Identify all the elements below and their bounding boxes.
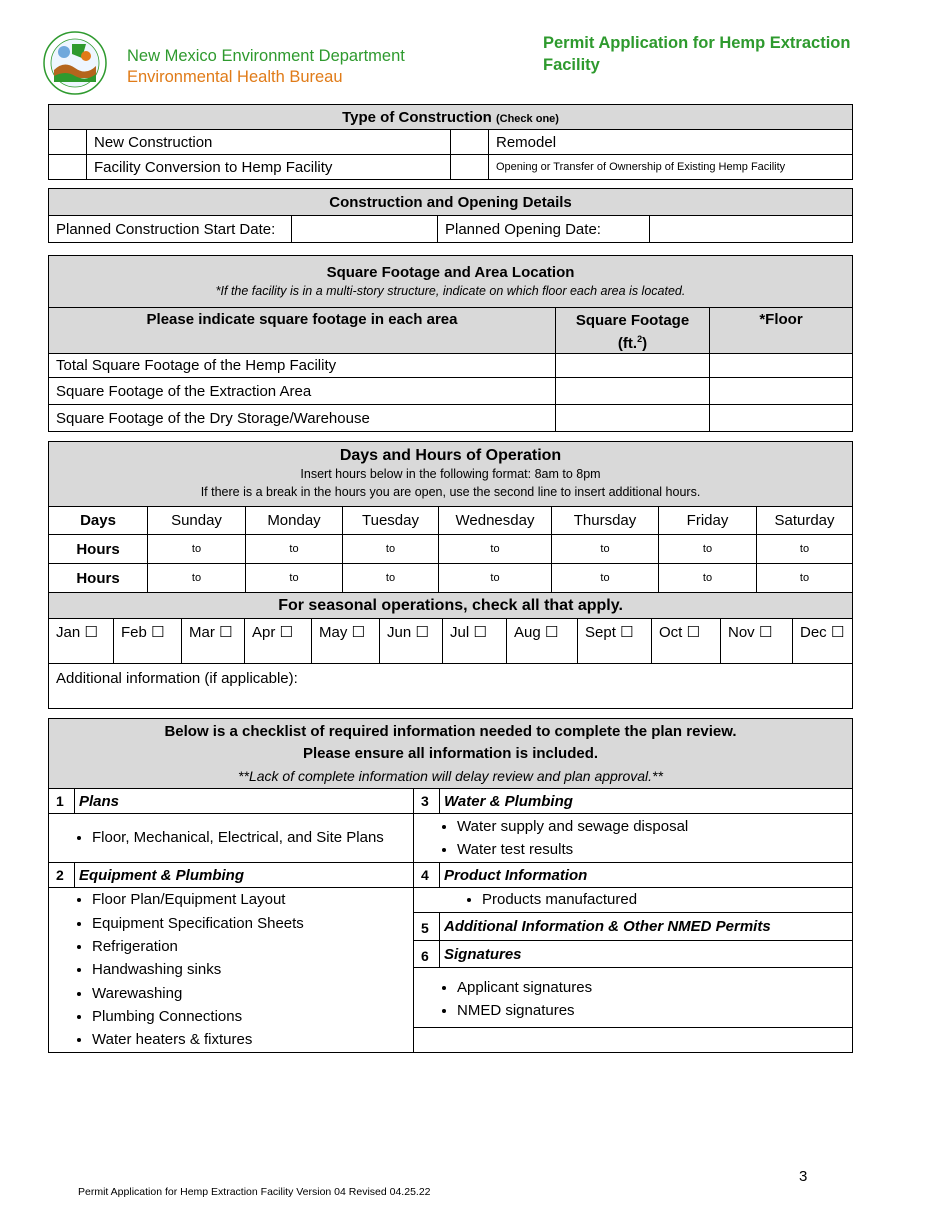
month-checkbox-sept[interactable]: Sept ☐ [578, 619, 652, 664]
organization-name [127, 46, 405, 88]
list-item: • Plumbing Connections [92, 1005, 406, 1028]
month-checkbox-oct[interactable]: Oct ☐ [652, 619, 721, 664]
section-3-number: 3 [414, 789, 440, 814]
section-2-list [49, 888, 414, 1053]
additional-info-field[interactable] [49, 664, 853, 709]
area-row-label: Square Footage of the Dry Storage/Warehouse [49, 405, 556, 432]
hours-input-2-saturday[interactable]: to [757, 564, 853, 593]
hours-input-2-sunday[interactable]: to [148, 564, 246, 593]
list-item: • Refrigeration [92, 935, 406, 958]
section-2-number: 2 [49, 863, 75, 888]
checklist-header [49, 719, 853, 789]
option-ownership-transfer: Opening or Transfer of Ownership of Existing Hemp Facility [489, 155, 853, 180]
month-checkbox-mar[interactable]: Mar ☐ [182, 619, 245, 664]
checklist-title-2: Please ensure all information is included. [302, 744, 599, 762]
option-new-construction: New Construction [87, 130, 451, 155]
sqft-unit-text: (ft. [617, 335, 638, 352]
square-footage-header [49, 256, 853, 308]
opening-details-header: Construction and Opening Details [49, 189, 853, 216]
month-checkbox-jan[interactable]: Jan ☐ [49, 619, 114, 664]
section-6-number: 6 [414, 941, 440, 968]
hours-label: Hours [49, 564, 148, 593]
additional-info-label: Additional information (if applicable): [56, 670, 298, 687]
sqft-column-unit [563, 330, 702, 353]
sqft-unit-sup: 2 [637, 334, 643, 344]
page-header [40, 28, 910, 98]
page-number: 3 [799, 1168, 808, 1185]
hours-input-2-monday[interactable]: to [246, 564, 343, 593]
footer-text: Permit Application for Hemp Extraction Facility Version 04 Revised 04.25.22 [78, 1186, 431, 1198]
section-4-number: 4 [414, 863, 440, 888]
checklist-note: **Lack of complete information will delay review and plan approval.** [238, 767, 663, 784]
form-title: Permit Application for Hemp Extraction Facility [543, 34, 851, 74]
construction-type-note: (Check one) [495, 112, 559, 125]
section-2-title: Equipment & Plumbing [75, 863, 414, 888]
list-item: • Warewashing [92, 982, 406, 1005]
hours-input-saturday[interactable]: to [757, 535, 853, 564]
month-checkbox-dec[interactable]: Dec ☐ [793, 619, 853, 664]
sqft-unit-close: ) [642, 335, 648, 352]
seasonal-table [48, 592, 853, 709]
floor-input[interactable] [710, 378, 853, 405]
square-footage-title: Square Footage and Area Location [326, 263, 575, 281]
construction-start-input[interactable] [292, 216, 438, 243]
option-remodel: Remodel [489, 130, 853, 155]
section-6-title: Signatures [440, 941, 853, 968]
opening-date-input[interactable] [650, 216, 853, 243]
month-checkbox-jun[interactable]: Jun ☐ [380, 619, 443, 664]
checkbox-remodel[interactable] [451, 130, 489, 155]
day-tuesday: Tuesday [343, 507, 439, 535]
hours-input-2-thursday[interactable]: to [552, 564, 659, 593]
floor-input[interactable] [710, 405, 853, 432]
day-saturday: Saturday [757, 507, 853, 535]
org-line-1: New Mexico Environment Department [127, 47, 405, 65]
checklist-title-1: Below is a checklist of required information needed to complete the plan review. [164, 722, 737, 740]
month-checkbox-may[interactable]: May ☐ [312, 619, 380, 664]
area-row-label: Total Square Footage of the Hemp Facility [49, 354, 556, 378]
hours-input-thursday[interactable]: to [552, 535, 659, 564]
hours-instruction-1: Insert hours below in the following format: 8am to 8pm [300, 467, 601, 481]
checkbox-ownership-transfer[interactable] [451, 155, 489, 180]
list-item: • NMED signatures [457, 999, 845, 1022]
day-monday: Monday [246, 507, 343, 535]
sqft-column-title: Square Footage [575, 312, 690, 329]
section-1-title: Plans [75, 789, 414, 814]
opening-details-table [48, 188, 853, 243]
hours-table [48, 441, 853, 593]
list-item: • Water test results [457, 838, 845, 861]
section-4-title: Product Information [440, 863, 853, 888]
month-checkbox-jul[interactable]: Jul ☐ [443, 619, 507, 664]
org-line-2: Environmental Health Bureau [127, 68, 343, 86]
construction-type-header [49, 105, 853, 130]
list-item: • Floor, Mechanical, Electrical, and Site Plans [92, 826, 406, 849]
month-checkbox-apr[interactable]: Apr ☐ [245, 619, 312, 664]
sqft-column-header [556, 308, 710, 354]
days-label: Days [49, 507, 148, 535]
floor-input[interactable] [710, 354, 853, 378]
checkbox-facility-conversion[interactable] [49, 155, 87, 180]
option-facility-conversion: Facility Conversion to Hemp Facility [87, 155, 451, 180]
hours-input-tuesday[interactable]: to [343, 535, 439, 564]
checkbox-new-construction[interactable] [49, 130, 87, 155]
list-item: • Water supply and sewage disposal [457, 815, 845, 838]
seasonal-header: For seasonal operations, check all that apply. [49, 593, 853, 619]
month-checkbox-aug[interactable]: Aug ☐ [507, 619, 578, 664]
month-checkbox-feb[interactable]: Feb ☐ [114, 619, 182, 664]
section-6-list [414, 968, 853, 1028]
hours-input-monday[interactable]: to [246, 535, 343, 564]
construction-type-table [48, 104, 853, 180]
day-friday: Friday [659, 507, 757, 535]
section-6-spacer [414, 1028, 853, 1053]
checklist-table [48, 718, 853, 1053]
section-5-number: 5 [414, 913, 440, 941]
square-footage-note: *If the facility is in a multi-story structure, indicate on which floor each area is located. [215, 283, 686, 298]
section-1-number: 1 [49, 789, 75, 814]
hours-input-2-friday[interactable]: to [659, 564, 757, 593]
nmed-logo-icon [42, 30, 108, 96]
section-5-title: Additional Information & Other NMED Permits [440, 913, 853, 941]
list-item: • Equipment Specification Sheets [92, 912, 406, 935]
hours-header [49, 442, 853, 507]
day-thursday: Thursday [552, 507, 659, 535]
list-item: • Handwashing sinks [92, 958, 406, 981]
hours-label: Hours [49, 535, 148, 564]
area-column-header: Please indicate square footage in each area [49, 308, 556, 354]
opening-date-label: Planned Opening Date: [438, 216, 650, 243]
hours-input-wednesday[interactable]: to [439, 535, 552, 564]
section-1-list [49, 814, 414, 863]
sqft-input[interactable] [556, 378, 710, 405]
sqft-input[interactable] [556, 405, 710, 432]
construction-type-title: Type of Construction [342, 108, 492, 126]
hours-instruction-2: If there is a break in the hours you are open, use the second line to insert additional hours. [200, 485, 701, 499]
hours-title: Days and Hours of Operation [339, 447, 562, 464]
list-item: • Water heaters & fixtures [92, 1028, 406, 1051]
square-footage-table [48, 255, 853, 432]
section-3-title: Water & Plumbing [440, 789, 853, 814]
section-4-list [414, 888, 853, 913]
area-row-label: Square Footage of the Extraction Area [49, 378, 556, 405]
day-wednesday: Wednesday [439, 507, 552, 535]
hours-input-2-tuesday[interactable]: to [343, 564, 439, 593]
hours-input-friday[interactable]: to [659, 535, 757, 564]
list-item: • Floor Plan/Equipment Layout [92, 888, 406, 911]
construction-start-label: Planned Construction Start Date: [49, 216, 292, 243]
hours-input-2-wednesday[interactable]: to [439, 564, 552, 593]
month-checkbox-nov[interactable]: Nov ☐ [721, 619, 793, 664]
sqft-input[interactable] [556, 354, 710, 378]
list-item: • Products manufactured [482, 888, 852, 911]
hours-input-sunday[interactable]: to [148, 535, 246, 564]
section-3-list [414, 814, 853, 863]
list-item: • Applicant signatures [457, 976, 845, 999]
floor-column-header: *Floor [710, 308, 853, 354]
day-sunday: Sunday [148, 507, 246, 535]
